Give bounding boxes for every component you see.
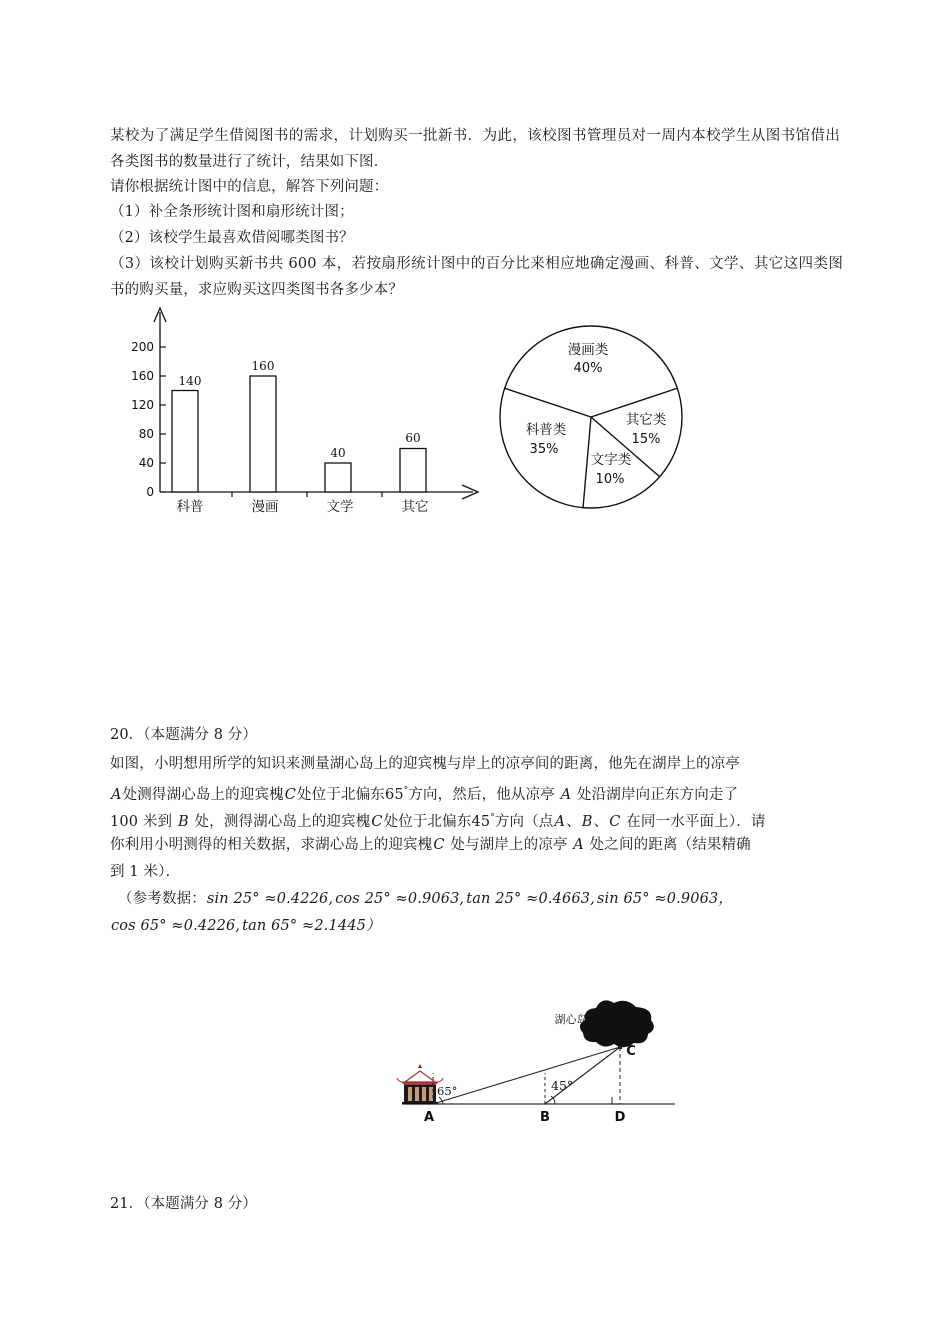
var-A: A xyxy=(568,837,589,853)
degree-symbol: ° xyxy=(403,786,409,796)
problem20-text: 处，测得湖心岛上的迎宾槐 xyxy=(194,813,371,830)
problem20-text: 方向（点 xyxy=(494,813,554,830)
bar-chart-bars xyxy=(172,376,426,492)
problem20-heading xyxy=(110,723,257,748)
problem20-text: 处测得湖心岛上的迎宾槐 xyxy=(122,786,284,803)
tree-icon xyxy=(580,1000,654,1049)
var-B: B xyxy=(581,813,593,830)
problem20-body-line5: 到 1 米）． xyxy=(110,864,181,880)
pie-label-qita: 其它类 xyxy=(625,412,667,428)
var-C: C xyxy=(609,813,626,830)
angle-label-A: 65° xyxy=(437,1084,458,1098)
survey-figure-svg xyxy=(385,985,695,1150)
problem19-paragraph-2: 请你根据统计图中的信息，解答下列问题： xyxy=(110,179,389,195)
problem20-text: 如图，小明想用所学的知识来测量湖心岛上的迎宾槐与岸上的凉亭间的距离，他先在湖岸上的凉亭 xyxy=(110,756,740,772)
bar-chart-value-labels xyxy=(179,359,421,460)
var-C: C xyxy=(284,786,297,803)
problem20-marks: （本题满分 8 分） xyxy=(143,727,257,743)
angle-arc-A xyxy=(439,1097,443,1104)
problem20-text: 处之间的距离（结果精确 xyxy=(589,837,751,853)
pie-value-qita: 15% xyxy=(631,432,661,447)
line-AC xyxy=(433,1047,620,1104)
y-tick-label: 200 xyxy=(131,340,154,354)
ref-value: tan 65° ≈2.1445） xyxy=(242,918,381,934)
y-tick-label: 0 xyxy=(146,485,154,499)
bar-chart-category-labels xyxy=(177,498,429,515)
ref-value: sin 65° ≈0.9063， xyxy=(596,891,733,907)
problem21-number: 21． xyxy=(110,1196,144,1212)
problem20-text: 方向，然后，他从凉亭 xyxy=(408,786,555,803)
category-label: 文学 xyxy=(326,499,354,515)
point-label-B: B xyxy=(540,1110,550,1125)
bar-manhua xyxy=(250,376,276,492)
angle-65-value: 65 xyxy=(384,786,404,803)
problem20-body-line4 xyxy=(110,833,847,859)
bar-chart-y-tick-labels xyxy=(131,340,154,499)
var-A: A xyxy=(555,786,576,803)
problem19-paragraph-1: 某校为了满足学生借阅图书的需求，计划购买一批新书．为此，该校图书管理员对一周内本校学生从图书馆借出各类图书的数量进行了统计，结果如下图． xyxy=(110,128,840,170)
ref-value: tan 25° ≈0.4663, xyxy=(466,891,595,907)
bar-value-label: 60 xyxy=(405,431,421,445)
point-label-A: A xyxy=(423,1110,435,1125)
ref-value: cos 25° ≈0.9063, xyxy=(335,891,465,907)
angle-45-value: 45 xyxy=(471,813,491,830)
pie-value-manhua: 40% xyxy=(573,361,603,376)
var-A: A xyxy=(554,813,566,830)
ref-value: cos 65° ≈0.4226, xyxy=(111,918,241,934)
island-label: 湖心岛 xyxy=(554,1013,588,1026)
y-tick-label: 120 xyxy=(131,398,154,412)
bar-chart-y-ticks xyxy=(160,347,166,492)
bar-chart-x-axis xyxy=(160,485,478,499)
problem20-text: 处位于北偏东 xyxy=(383,813,472,830)
problem20-reference-line2 xyxy=(110,914,847,940)
problem19-question-2: （2）该校学生最喜欢借阅哪类图书？ xyxy=(110,230,354,246)
pie-chart-svg xyxy=(488,312,703,522)
bar-value-label: 40 xyxy=(330,446,346,460)
problem20-body-line2 xyxy=(110,779,845,808)
problem20-text: 处沿湖岸向正东方向走了 xyxy=(577,786,739,803)
point-label-C: C xyxy=(626,1044,636,1059)
problem19-question-1: （1）补全条形统计图和扇形统计图； xyxy=(110,204,354,220)
bar-qita xyxy=(400,449,426,493)
bar-chart-svg xyxy=(110,300,495,515)
bar-value-label: 160 xyxy=(251,359,275,373)
lake-island-survey-diagram xyxy=(385,985,695,1150)
var-A: A xyxy=(111,786,122,803)
category-label: 其它 xyxy=(401,499,429,515)
point-label-D: D xyxy=(614,1110,626,1125)
problem20-text: 处位于北偏东 xyxy=(297,786,385,803)
comma: 、 xyxy=(593,813,609,830)
bar-chart xyxy=(110,300,495,515)
var-C: C xyxy=(433,837,450,853)
var-C: C xyxy=(371,813,383,830)
angle-label-B: 45° xyxy=(551,1078,574,1093)
problem20-reference-line1 xyxy=(118,887,855,913)
comma: 、 xyxy=(566,813,581,830)
pie-label-kepu: 科普类 xyxy=(525,422,567,438)
line-BC xyxy=(545,1047,620,1104)
degree-symbol: ° xyxy=(490,813,495,823)
reference-open: （参考数据： xyxy=(118,891,206,907)
problem20-text: 你利用小明测得的相关数据，求湖心岛上的迎宾槐 xyxy=(110,837,433,853)
right-angle-mark-D xyxy=(612,1097,620,1104)
problem20-body-line1 xyxy=(110,752,845,778)
bar-wenxue xyxy=(325,463,351,492)
problem21-marks: （本题满分 8 分） xyxy=(143,1196,257,1212)
y-tick-label: 40 xyxy=(138,456,154,470)
problem19-question-3: （3）该校计划购买新书共 600 本，若按扇形统计图中的百分比来相应地确定漫画、科普、文学、其它这四类图书的购买量，求应购买这四类图书各多少本？ xyxy=(110,256,843,298)
var-B: B xyxy=(173,813,194,830)
bar-chart-x-ticks xyxy=(232,492,382,497)
pie-value-wenzi: 10% xyxy=(595,472,625,487)
problem21-heading xyxy=(110,1192,257,1217)
problem20-body-line3 xyxy=(110,806,847,835)
pie-chart xyxy=(488,312,703,522)
category-label: 漫画 xyxy=(251,499,279,515)
problem20-text: 100 米到 xyxy=(110,813,173,830)
pie-value-kepu: 35% xyxy=(529,442,559,457)
bar-value-label: 140 xyxy=(178,374,202,388)
problem20-number: 20． xyxy=(110,727,144,743)
ref-value: sin 25° ≈0.4226, xyxy=(206,891,334,907)
problem20-text: 处与湖岸上的凉亭 xyxy=(450,837,568,853)
y-tick-label: 160 xyxy=(131,369,154,383)
bar-chart-y-axis xyxy=(154,308,166,492)
pie-label-wenzi: 文字类 xyxy=(590,452,632,468)
pie-label-manhua: 漫画类 xyxy=(567,342,609,358)
problem20-text: 在同一水平面上）．请 xyxy=(626,813,766,830)
bar-kepu xyxy=(172,391,198,493)
category-label: 科普 xyxy=(176,499,204,515)
y-tick-label: 80 xyxy=(138,427,154,441)
